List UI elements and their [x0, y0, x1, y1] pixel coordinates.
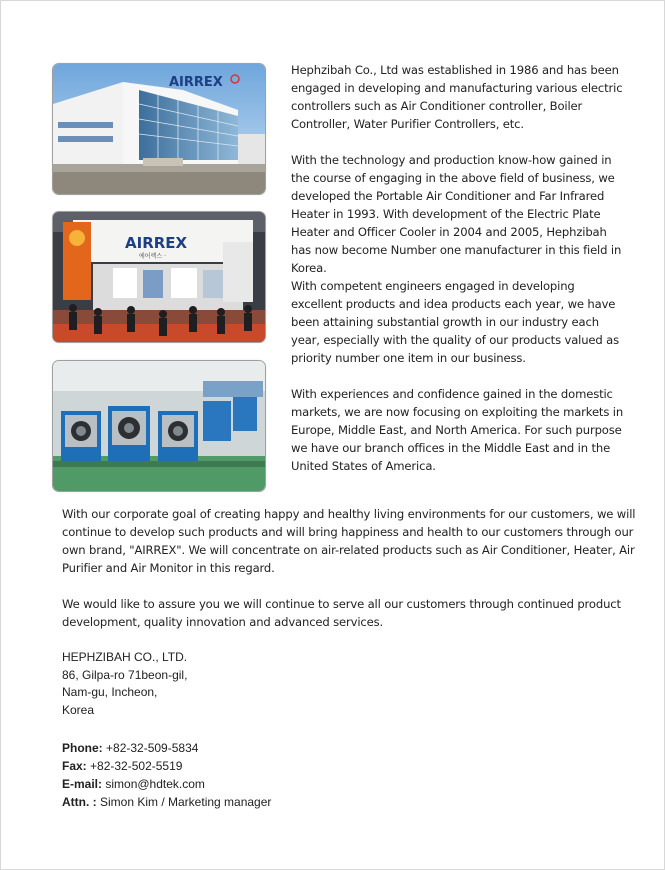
airrex-booth-logo-text: AIRREX — [125, 234, 188, 252]
exhibition-booth-photo — [52, 211, 266, 343]
fax-row — [62, 757, 271, 775]
company-name: HEPHZIBAH CO., LTD. — [62, 650, 188, 664]
company-address — [62, 649, 187, 719]
phone-label: Phone: — [62, 741, 103, 755]
contact-info — [62, 739, 271, 811]
email-label: E-mail: — [62, 777, 103, 791]
factory-building-photo — [52, 63, 266, 195]
email-row — [62, 775, 271, 793]
service-assurance-paragraph: We would like to assure you we will continue to serve all our customers through continued product development, quality innovation and advanced services. — [62, 597, 621, 629]
airrex-logo-text: AIRREX — [169, 75, 223, 90]
attn-label: Attn. : — [62, 795, 97, 809]
address-line-1: 86, Gilpa-ro 71beon-gil, — [62, 667, 188, 682]
engineering-paragraph: With competent engineers engaged in developing excellent products and idea products each year, we have been attaining substantial growth in our industry each year, especially with the quality of our products valued as priority number one item in our business. — [291, 279, 620, 365]
address-country: Korea — [62, 702, 95, 717]
attn-value: Simon Kim / Marketing manager — [100, 795, 272, 809]
production-line-photo — [52, 360, 266, 492]
history-paragraph: With the technology and production know-how gained in the course of engaging in the above field of business, we developed the Portable Air Conditioner and Far Infrared Heater in 1993. With development of the Electric Plate Heater and Officer Cooler in 2004 and 2005, Hephzibah has now become Number one manufacturer in this field in Korea. — [291, 153, 622, 275]
phone-value: +82-32-509-5834 — [106, 741, 199, 755]
corporate-goal-paragraph: With our corporate goal of creating happy and healthy living environments for our customers, we will continue to develop such products and will bring happiness and health to our customers through our own brand, "AIRREX". We will concentrate on air-related products such as Air Conditioner, Heater, Air Purifier and Air Monitor in this regard. — [62, 507, 636, 575]
address-line-2: Nam-gu, Incheon, — [62, 685, 158, 699]
email-link[interactable]: simon@hdtek.com — [105, 777, 205, 791]
intro-paragraph: Hephzibah Co., Ltd was established in 1986 and has been engaged in developing and manufacturing various electric controllers such as Air Conditioner controller, Boiler Controller, Water Purifier Controllers, etc. — [291, 63, 623, 131]
markets-paragraph: With experiences and confidence gained in the domestic markets, we are now focusing on exploiting the markets in Europe, Middle East, and North America. For such purpose we have our branch offices in the Middle East and in the United States of America. — [291, 387, 624, 473]
svg-text:에어렉스 ·: 에어렉스 · — [139, 253, 166, 260]
fax-label: Fax: — [62, 759, 87, 773]
attn-row — [62, 793, 271, 811]
fax-value: +82-32-502-5519 — [90, 759, 183, 773]
phone-row — [62, 739, 271, 757]
